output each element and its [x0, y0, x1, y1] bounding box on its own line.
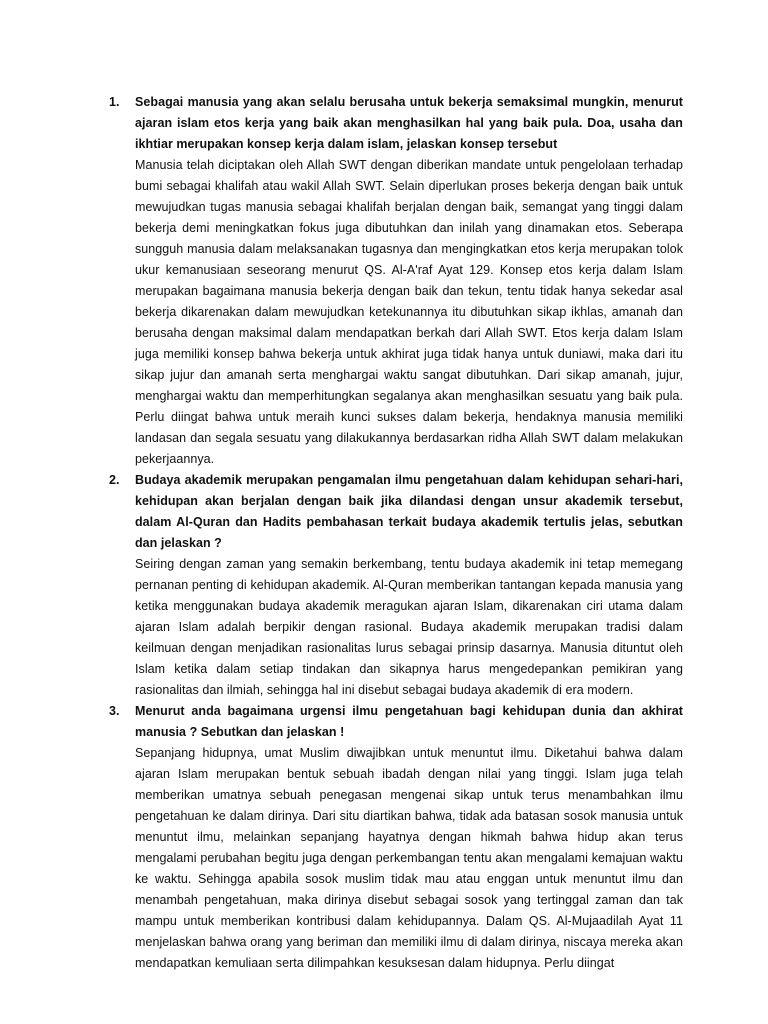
question-text: Menurut anda bagaimana urgensi ilmu pengetahuan bagi kehidupan dunia dan akhirat manusia ? Sebutkan dan jelaskan !	[135, 704, 683, 739]
answer-text: Sepanjang hidupnya, umat Muslim diwajibkan untuk menuntut ilmu. Diketahui bahwa dalam ajaran Islam merupakan bentuk sebuah ibadah dengan nilai yang tinggi. Islam juga telah memberikan umatnya sebuah penegasan mengenai sikap untuk terus menambahkan ilmu pengetahuan ke dalam dirinya. Dari situ diartikan bahwa, tidak ada batasan sosok manusia untuk menuntut ilmu, melainkan sepanjang hayatnya dengan hikmah bahwa hidup akan terus mengalami perubahan begitu juga dengan perkembangan tentu akan mengalami kemajuan waktu ke waktu. Sehingga apabila sosok muslim tidak mau atau enggan untuk menuntut ilmu dan menambah pengetahuan, maka dirinya disebut sebagai sosok yang tertinggal zaman dan tak mampu untuk memberikan kontribusi dalam kehidupannya. Dalam QS. Al-Mujaadilah Ayat 11 menjelaskan bahwa orang yang beriman dan memiliki ilmu di dalam dirinya, niscaya mereka akan mendapatkan kemuliaan serta dilimpahkan kesuksesan dalam hidupnya. Perlu diingat	[135, 746, 683, 970]
item-number: 1.	[109, 95, 120, 109]
answer-text: Manusia telah diciptakan oleh Allah SWT dengan diberikan mandate untuk pengelolaan terhadap bumi sebagai khalifah atau wakil Allah SWT. Selain diperlukan proses bekerja dengan baik untuk mewujudkan tugas manusia sebagai khalifah berjalan dengan baik, semangat yang tinggi dalam bekerja demi meningkatkan fokus juga dibutuhkan dan inilah yang dinamakan etos. Seberapa sungguh manusia dalam melaksanakan tugasnya dan mengingkatkan etos kerja merupakan tolok ukur kemanusiaan seseorang menurut QS. Al-A'raf Ayat 129. Konsep etos kerja dalam Islam merupakan bagaimana manusia bekerja dengan baik dan tekun, tentu tidak hanya sekedar asal bekerja dikarenakan dalam mewujudkan ketekunannya itu dibutuhkan sikap ikhlas, amanah dan berusaha dengan maksimal dalam mendapatkan berkah dari Allah SWT. Etos kerja dalam Islam juga memiliki konsep bahwa bekerja untuk akhirat juga tidak hanya untuk duniawi, maka dari itu sikap jujur dan amanah serta menghargai waktu sangat dibutuhkan. Dari sikap amanah, jujur, menghargai waktu dan memperhitungkan segalanya akan menghasilkan sesuatu yang baik pula. Perlu diingat bahwa untuk meraih kunci sukses dalam bekerja, hendaknya manusia memiliki landasan dan segala sesuatu yang dilakukannya berdasarkan ridha Allah SWT dalam melakukan pekerjaannya.	[135, 158, 683, 466]
question-text: Budaya akademik merupakan pengamalan ilmu pengetahuan dalam kehidupan sehari-hari, kehidupan akan berjalan dengan baik jika dilandasi dengan unsur akademik tersebut, dalam Al-Quran dan Hadits pembahasan terkait budaya akademik tertulis jelas, sebutkan dan jelaskan ?	[135, 473, 683, 550]
item-number: 2.	[109, 473, 120, 487]
item-number: 3.	[109, 704, 120, 718]
list-item-3	[105, 701, 683, 974]
list-item-2	[105, 470, 683, 701]
list-item-1	[105, 92, 683, 470]
question-text: Sebagai manusia yang akan selalu berusaha untuk bekerja semaksimal mungkin, menurut ajaran islam etos kerja yang baik akan menghasilkan hal yang baik pula. Doa, usaha dan ikhtiar merupakan konsep kerja dalam islam, jelaskan konsep tersebut	[135, 95, 683, 151]
question-list	[105, 92, 683, 974]
answer-text: Seiring dengan zaman yang semakin berkembang, tentu budaya akademik ini tetap memegang pernanan penting di kehidupan akademik. Al-Quran memberikan tantangan kepada manusia yang ketika menggunakan budaya akademik meragukan ajaran Islam, dikarenakan ciri utama dalam ajaran Islam adalah berpikir dengan rasional. Budaya akademik merupakan tradisi dalam keilmuan dengan menjadikan rasionalitas lurus sebagai prinsip dasarnya. Manusia dituntut oleh Islam ketika dalam setiap tindakan dan sikapnya harus mengedepankan pemikiran yang rasionalitas dan ilmiah, sehingga hal ini disebut sebagai budaya akademik di era modern.	[135, 557, 683, 697]
